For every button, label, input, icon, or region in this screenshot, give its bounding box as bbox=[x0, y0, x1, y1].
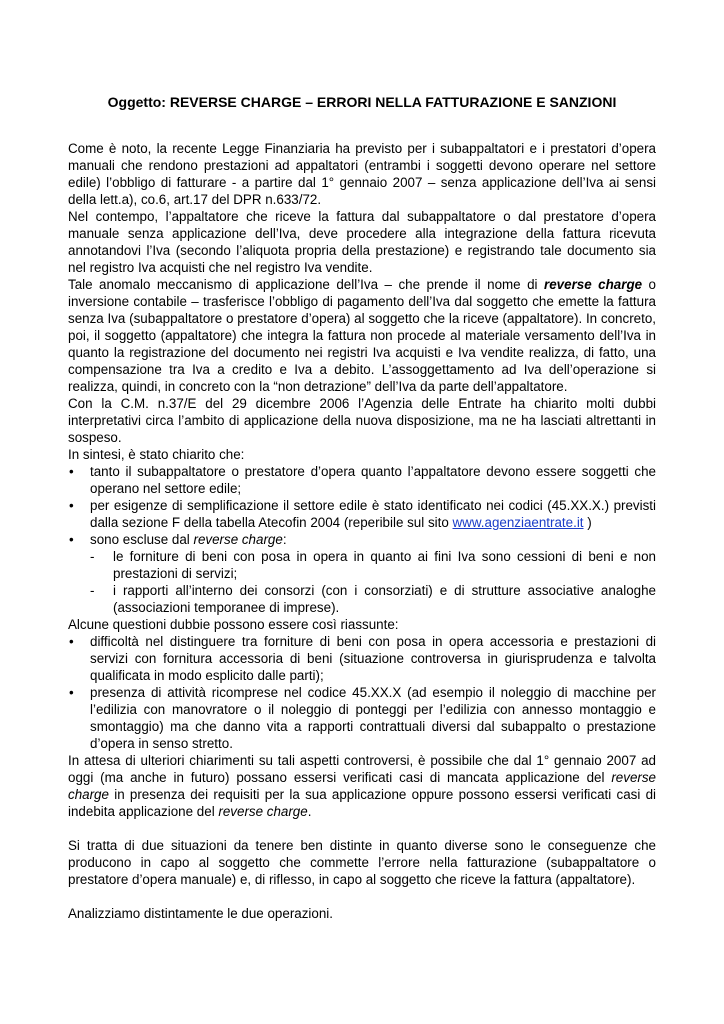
paragraph-questioni: Alcune questioni dubbie possono essere così riassunte: bbox=[68, 617, 399, 632]
term-reverse-charge: reverse charge bbox=[544, 277, 643, 292]
term-reverse-charge: reverse charge bbox=[218, 804, 308, 819]
agenzia-entrate-link[interactable]: www.agenziaentrate.it bbox=[452, 515, 584, 530]
document-title: Oggetto: REVERSE CHARGE – ERRORI NELLA FATTURAZIONE E SANZIONI bbox=[107, 94, 617, 110]
text-run: o inversione contabile – trasferisce l’obbligo di pagamento dell’Iva dal soggetto che emette la fattura senza Iva (subappaltatore o prestatore d’opera) al soggetto che la riceve (appaltatore). In concreto, poi, il soggetto (appaltatore) che integra la fattura non procede al materiale versamento dell’Iva in quanto la registrazione del documento nei registri Iva acquisti e Iva vendite realizza, di fatto, una compensazione tra Iva a credito e Iva a debito. L’assoggettamento ad Iva dell’operazione si realizza, quindi, in concreto con la “non detrazione” dell’Iva da parte dell’appaltatore. bbox=[68, 277, 657, 394]
sub-list-item-text: le forniture di beni con posa in opera in quanto ai fini Iva sono cessioni di beni e non prestazioni di servizi; bbox=[113, 549, 656, 581]
bullet-icon: • bbox=[69, 498, 74, 513]
paragraph-analisi: Analizziamo distintamente le due operazioni. bbox=[68, 906, 333, 921]
dash-icon: - bbox=[90, 583, 95, 598]
bullet-icon: • bbox=[69, 464, 74, 479]
list-item bbox=[68, 463, 656, 497]
term-reverse-charge: reverse charge bbox=[68, 770, 656, 802]
term-reverse-charge: reverse charge bbox=[193, 532, 283, 547]
text-run: In attesa di ulteriori chiarimenti su tali aspetti controversi, è possibile che dal 1° gennaio 2007 ad oggi (ma anche in futuro) possano essersi verificati casi di mancata applicazione del bbox=[68, 753, 656, 785]
bullet-icon: • bbox=[69, 634, 74, 649]
sub-list-item-text: i rapporti all’interno dei consorzi (con i consorziati) e di strutture associative analoghe (associazioni temporanee di imprese). bbox=[113, 583, 656, 615]
sub-list-item bbox=[68, 548, 656, 582]
sub-list-item bbox=[68, 582, 656, 616]
paragraph-attesa bbox=[68, 752, 656, 820]
paragraph-sintesi: In sintesi, è stato chiarito che: bbox=[68, 447, 245, 462]
list-item bbox=[68, 497, 656, 531]
list-item-text: presenza di attività ricomprese nel codice 45.XX.X (ad esempio il noleggio di macchine per l’edilizia con manovratore o il noleggio di ponteggi per l’edilizia con annesso montaggio e smontaggio) ma che danno vita a rapporti contrattuali diversi dal subappalto o prestazione d’opera in senso stretto. bbox=[90, 685, 656, 751]
paragraph-appaltatore: Nel contempo, l’appaltatore che riceve la fattura dal subappaltatore o dal prestatore d’opera manuale senza applicazione dell’Iva, deve procedere alla integrazione della fattura ricevuta annotandovi l’Iva (secondo l’aliquota propria della prestazione) e registrando tale documento sia nel registro Iva acquisti che nel registro Iva vendite. bbox=[68, 209, 656, 275]
list-item-text: sono escluse dal bbox=[90, 532, 194, 547]
paragraph-intro: Come è noto, la recente Legge Finanziaria ha previsto per i subappaltatori e i prestatori d’opera manuali che rendono prestazioni ad appaltatori (entrambi i soggetti devono operare nel settore edile) l’obbligo di fatturare - a partire dal 1° gennaio 2007 – senza applicazione dell’Iva ai sensi della lett.a), co.6, art.17 del DPR n.633/72. bbox=[68, 141, 656, 207]
paragraph-situazioni: Si tratta di due situazioni da tenere ben distinte in quanto diverse sono le conseguenze che producono in capo al soggetto che commette l’errore nella fatturazione (subappaltatore o prestatore d’opera manuale) e, di riflesso, in capo al soggetto che riceve la fattura (appaltatore). bbox=[68, 838, 656, 887]
list-item-text: ) bbox=[583, 515, 592, 530]
document-page bbox=[68, 0, 656, 922]
list-item-text: tanto il subappaltatore o prestatore d’opera quanto l’appaltatore devono essere soggetti che operano nel settore edile; bbox=[90, 464, 656, 496]
dash-icon: - bbox=[90, 549, 95, 564]
bullet-icon: • bbox=[69, 532, 74, 547]
text-run: in presenza dei requisiti per la sua applicazione oppure possono essersi verificati casi di indebita applicazione del bbox=[68, 787, 656, 819]
list-item-text: : bbox=[282, 532, 287, 547]
spacer bbox=[68, 888, 656, 905]
list-item-text: difficoltà nel distinguere tra forniture di beni con posa in opera accessoria e prestazioni di servizi con fornitura accessoria di beni (situazione controversa in giurisprudenza e talvolta qualificata in modo esplicito dalle parti); bbox=[90, 634, 656, 683]
paragraph-meccanismo bbox=[68, 276, 656, 395]
text-run: Tale anomalo meccanismo di applicazione dell’Iva – che prende il nome di bbox=[68, 277, 545, 292]
document-body bbox=[68, 140, 656, 922]
paragraph-circolare: Con la C.M. n.37/E del 29 dicembre 2006 l’Agenzia delle Entrate ha chiarito molti dubbi interpretativi circa l’ambito di applicazione della nuova disposizione, ma ne ha lasciati altrettanti in sospeso. bbox=[68, 396, 656, 445]
list-item-text: per esigenze di semplificazione il settore edile è stato identificato nei codici (45.XX.X.) previsti dalla sezione F della tabella Atecofin 2004 (reperibile sul sito bbox=[90, 498, 656, 530]
list-item bbox=[68, 633, 656, 684]
spacer bbox=[68, 820, 656, 837]
list-item bbox=[68, 531, 656, 548]
list-item bbox=[68, 684, 656, 752]
text-run: . bbox=[307, 804, 312, 819]
bullet-icon: • bbox=[69, 685, 74, 700]
